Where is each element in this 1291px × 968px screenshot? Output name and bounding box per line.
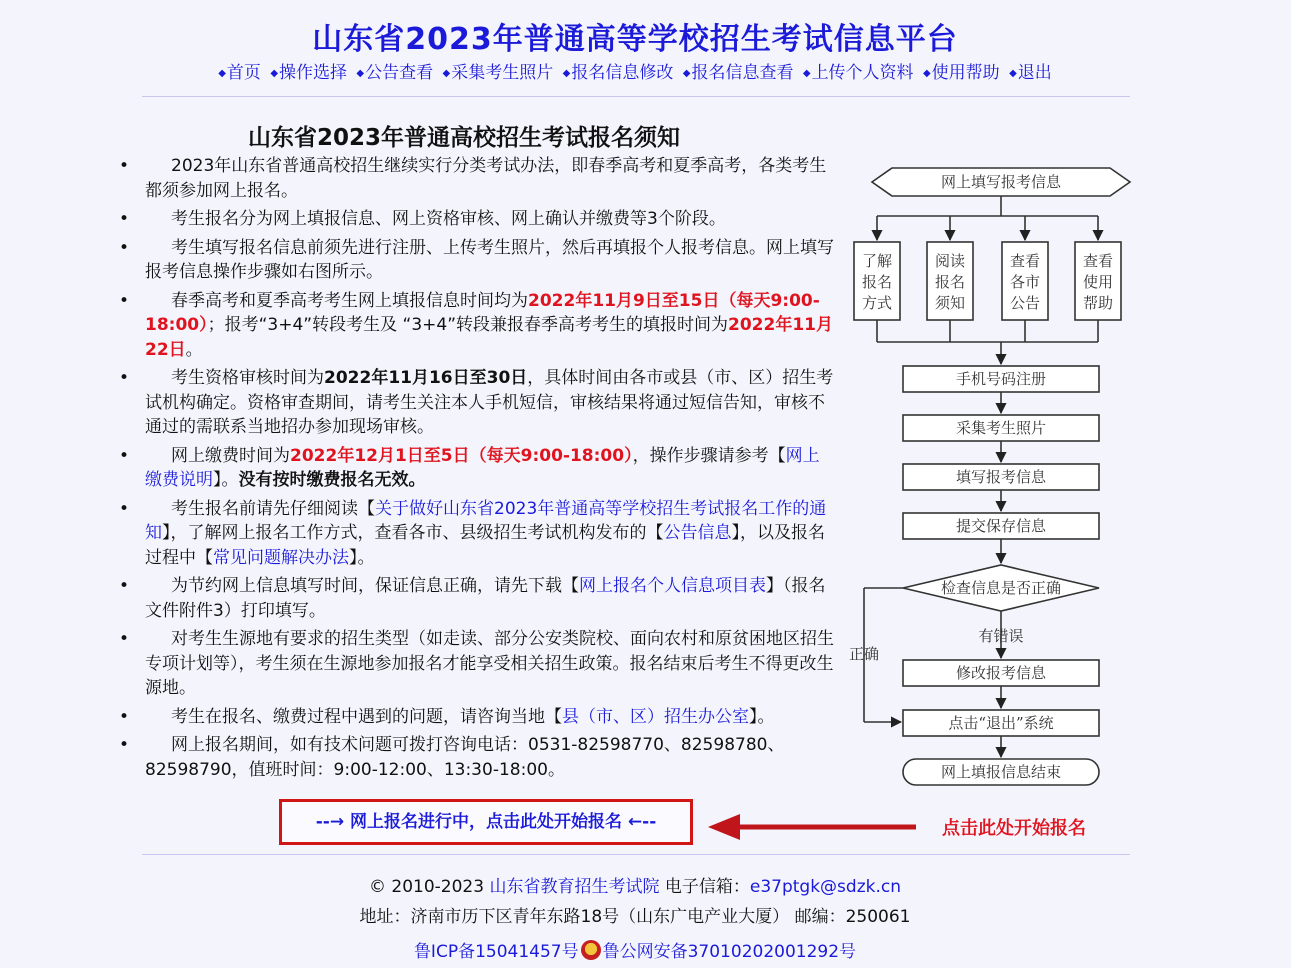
flow-branch-label: 须知 xyxy=(934,294,966,312)
org-link[interactable]: 山东省教育招生考试院 xyxy=(489,877,660,897)
flow-step-label: 填写报考信息 xyxy=(955,468,1047,486)
flow-step-label: 手机号码注册 xyxy=(955,370,1047,388)
start-registration-button[interactable]: --→ 网上报名进行中，点击此处开始报名 ←-- xyxy=(279,799,693,845)
notice-item: • 考生资格审核时间为2022年11月16日至30日，具体时间由各市或县（市、区）招生考试机构确定。资格审查期间，请考生关注本人手机短信，审核结果将通过短信告知，审核不通过的需联系当地招办参加现场审核。 xyxy=(145,366,835,440)
nav-announcements[interactable]: ◆公告查看 xyxy=(356,63,434,83)
payment-guide-link[interactable]: 网上缴费说明 xyxy=(145,445,820,490)
header-divider xyxy=(142,96,1130,97)
flow-branch-label: 了解 xyxy=(861,252,893,270)
notice-item: • 考生填写报名信息前须先进行注册、上传考生照片，然后再填报个人报考信息。网上填写报考信息操作步骤如右图所示。 xyxy=(145,236,835,285)
diamond-icon: ◆ xyxy=(562,68,571,79)
registration-notice-link[interactable]: 关于做好山东省2023年普通高等学校招生考试报名工作的通知 xyxy=(145,498,827,543)
flow-step-label: 采集考生照片 xyxy=(955,419,1047,437)
nav-logout[interactable]: ◆退出 xyxy=(1009,63,1052,83)
notice-list xyxy=(145,154,835,786)
diamond-icon: ◆ xyxy=(922,68,931,79)
flow-branch-label: 方式 xyxy=(861,294,893,312)
nav-help[interactable]: ◆使用帮助 xyxy=(922,63,1000,83)
flow-branch-label: 阅读 xyxy=(934,252,966,270)
info-form-download-link[interactable]: 网上报名个人信息项目表 xyxy=(579,576,766,596)
icp-link[interactable]: 鲁ICP备15041457号 xyxy=(413,942,579,962)
notice-item: • 考生在报名、缴费过程中遇到的问题，请咨询当地【县（市、区）招生办公室】。 xyxy=(145,705,835,730)
flow-branch-label: 使用 xyxy=(1082,273,1114,291)
email-link[interactable]: e37ptgk@sdzk.cn xyxy=(749,877,901,897)
notice-item: • 网上报名期间，如有技术问题可拨打咨询电话：0531-82598770、82598780、82598790，值班时间：9:00-12:00、13:30-18:00。 xyxy=(145,733,835,782)
flow-branch-label: 公告 xyxy=(1009,294,1041,312)
faq-link[interactable]: 常见问题解决办法 xyxy=(213,547,349,568)
flow-end-label: 网上填报信息结束 xyxy=(940,763,1062,781)
flow-branch-label: 报名 xyxy=(861,273,893,291)
flow-start-label: 网上填写报考信息 xyxy=(940,173,1062,191)
flow-decision-label: 检查信息是否正确 xyxy=(940,579,1062,597)
flow-branch-label: 各市 xyxy=(1009,273,1041,291)
diamond-icon: ◆ xyxy=(270,68,279,79)
diamond-icon: ◆ xyxy=(356,68,365,79)
flow-error-label: 有错误 xyxy=(978,627,1024,645)
nav-edit-registration[interactable]: ◆报名信息修改 xyxy=(562,63,674,83)
flow-branch-label: 查看 xyxy=(1009,252,1041,270)
notice-item: • 考生报名分为网上填报信息、网上资格审核、网上确认并缴费等3个阶段。 xyxy=(145,207,835,232)
click-hint-label: 点击此处开始报名 xyxy=(942,818,1086,839)
diamond-icon: ◆ xyxy=(802,68,811,79)
notice-item: • 对考生生源地有要求的招生类型（如走读、部分公安类院校、面向农村和原贫困地区招生专项计划等），考生须在生源地参加报名才能享受相关招生政策。报名结束后考生不得更改生源地。 xyxy=(145,627,835,701)
nav-home[interactable]: ◆首页 xyxy=(218,63,261,83)
registration-flowchart xyxy=(842,160,1142,792)
county-office-link[interactable]: 县（市、区）招生办公室 xyxy=(562,706,749,727)
nav-operation-select[interactable]: ◆操作选择 xyxy=(270,63,348,83)
notice-item: • 为节约网上信息填写时间，保证信息正确，请先下载【网上报名个人信息项目表】（报名文件附件3）打印填写。 xyxy=(145,574,835,623)
site-title: 山东省2023年普通高等学校招生考试信息平台 xyxy=(312,22,958,57)
footer-copyright: © 2010-2023 山东省教育招生考试院 电子信箱：e37ptgk@sdzk.cn xyxy=(368,877,901,897)
diamond-icon: ◆ xyxy=(1009,68,1017,79)
flow-ok-label: 正确 xyxy=(848,645,880,663)
notice-item: • 网上缴费时间为2022年12月1日至5日（每天9:00-18:00），操作步骤请参考【网上缴费说明】。没有按时缴费报名无效。 xyxy=(145,444,835,493)
police-filing-link[interactable]: 鲁公网安备37010202001292号 xyxy=(602,942,857,962)
flow-branch-label: 帮助 xyxy=(1082,294,1114,312)
notice-item: • 考生报名前请先仔细阅读【关于做好山东省2023年普通高等学校招生考试报名工作的通知】，了解网上报名工作方式，查看各市、县级招生考试机构发布的【公告信息】，以及报名过程中【常见问题解决办法】。 xyxy=(145,497,835,571)
nav-view-registration[interactable]: ◆报名信息查看 xyxy=(682,63,794,83)
left-arrow-icon xyxy=(706,808,921,848)
diamond-icon: ◆ xyxy=(218,68,226,79)
footer-address: 地址：济南市历下区青年东路18号（山东广电产业大厦） 邮编：250061 xyxy=(359,907,911,927)
main-nav xyxy=(0,58,1270,83)
flow-branch-label: 报名 xyxy=(934,273,966,291)
notice-item: • 2023年山东省普通高校招生继续实行分类考试办法，即春季高考和夏季高考，各类考生都须参加网上报名。 xyxy=(145,154,835,203)
nav-photo-capture[interactable]: ◆采集考生照片 xyxy=(442,63,554,83)
police-badge-icon xyxy=(581,940,601,960)
diamond-icon: ◆ xyxy=(442,68,451,79)
notice-item: • 春季高考和夏季高考考生网上填报信息时间均为2022年11月9日至15日（每天9:00-18:00）；报考“3+4”转段考生及 “3+4”转段兼报春季高考考生的填报时间为2022年11月22日。 xyxy=(145,289,835,363)
footer-divider xyxy=(142,854,1130,855)
announcement-link[interactable]: 公告信息 xyxy=(663,523,732,543)
flow-step-label: 提交保存信息 xyxy=(955,517,1047,535)
flow-step-label: 修改报考信息 xyxy=(955,664,1047,682)
flow-step-label: 点击“退出”系统 xyxy=(948,714,1054,732)
notice-title: 山东省2023年普通高校招生考试报名须知 xyxy=(248,125,681,151)
diamond-icon: ◆ xyxy=(682,68,691,79)
footer-filings xyxy=(0,937,1270,962)
flow-branch-label: 查看 xyxy=(1082,252,1114,270)
nav-upload-documents[interactable]: ◆上传个人资料 xyxy=(802,63,914,83)
